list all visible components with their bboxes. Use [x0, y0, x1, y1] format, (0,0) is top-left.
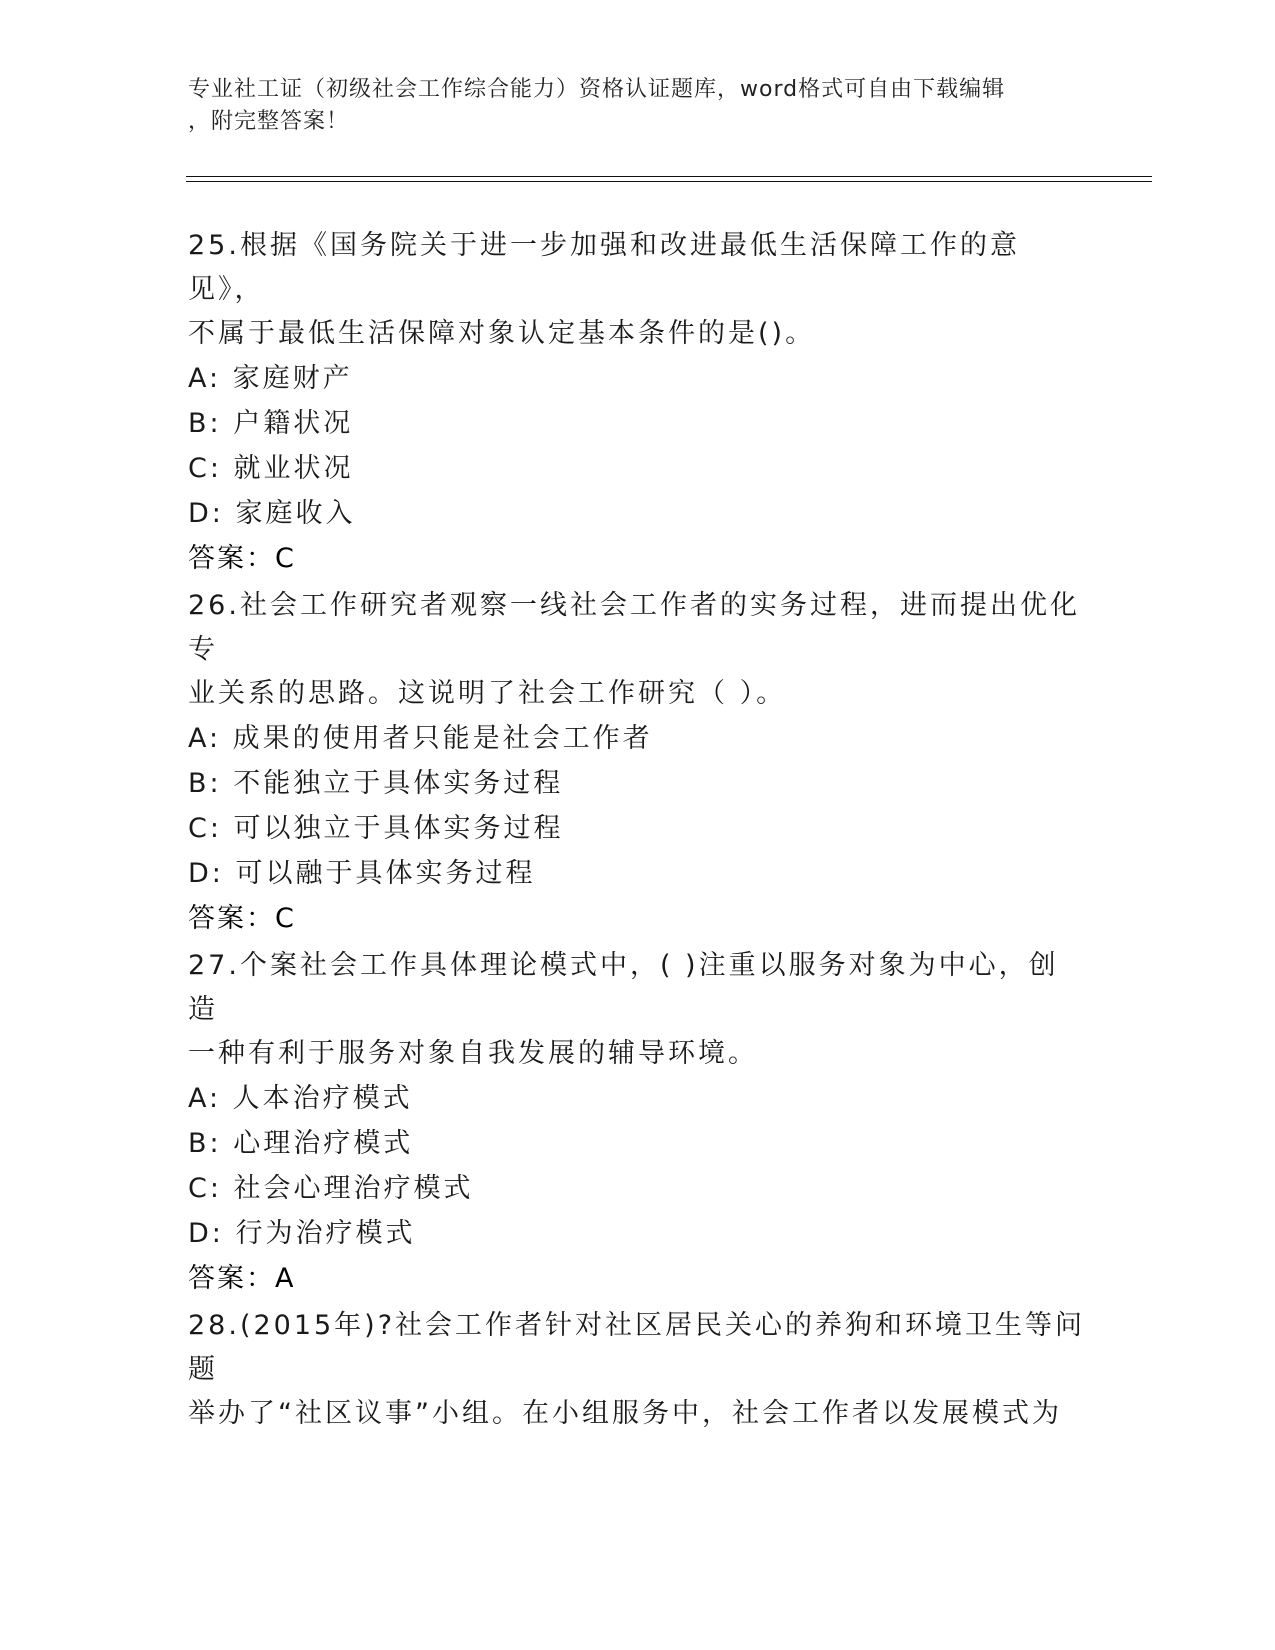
option-d: D: 家庭收入 [188, 498, 356, 529]
question-stem-line: 25.根据《国务院关于进一步加强和改进最低生活保障工作的意见》， [188, 230, 1020, 305]
question-stem-line: 27.个案社会工作具体理论模式中，( )注重以服务对象为中心，创造 [188, 950, 1059, 1025]
answer-text: 答案：A [188, 1263, 296, 1294]
option-d: D: 可以融于具体实务过程 [188, 858, 536, 889]
option-a: A: 人本治疗模式 [188, 1083, 413, 1114]
option-b: B: 心理治疗模式 [188, 1128, 414, 1159]
question-25 [188, 224, 1088, 582]
option-c: C: 社会心理治疗模式 [188, 1173, 474, 1204]
header-line-1: 专业社工证（初级社会工作综合能力）资格认证题库，word格式可自由下载编辑 [188, 77, 1006, 102]
question-stem-line: 一种有利于服务对象自我发展的辅导环境。 [188, 1038, 758, 1069]
option-a: A: 家庭财产 [188, 363, 353, 394]
question-stem-line: 28.(2015年)?社会工作者针对社区居民关心的养狗和环境卫生等问题 [188, 1310, 1086, 1385]
question-stem-line: 26.社会工作研究者观察一线社会工作者的实务过程，进而提出优化专 [188, 590, 1080, 665]
header-divider [186, 176, 1152, 182]
option-b: B: 不能独立于具体实务过程 [188, 768, 564, 799]
question-28 [188, 1304, 1088, 1436]
option-c: C: 就业状况 [188, 453, 354, 484]
answer-text: 答案：C [188, 543, 296, 574]
document-header [188, 74, 1068, 138]
question-27 [188, 944, 1088, 1302]
question-26 [188, 584, 1088, 942]
header-line-2: ，附完整答案！ [188, 109, 350, 134]
question-stem-line: 举办了“社区议事”小组。在小组服务中，社会工作者以发展模式为 [188, 1398, 1062, 1429]
option-a: A: 成果的使用者只能是社会工作者 [188, 723, 653, 754]
answer-text: 答案：C [188, 903, 296, 934]
option-d: D: 行为治疗模式 [188, 1218, 416, 1249]
option-c: C: 可以独立于具体实务过程 [188, 813, 564, 844]
option-b: B: 户籍状况 [188, 408, 354, 439]
question-stem-line: 不属于最低生活保障对象认定基本条件的是()。 [188, 318, 816, 349]
question-stem-line: 业关系的思路。这说明了社会工作研究（ ）。 [188, 678, 787, 709]
